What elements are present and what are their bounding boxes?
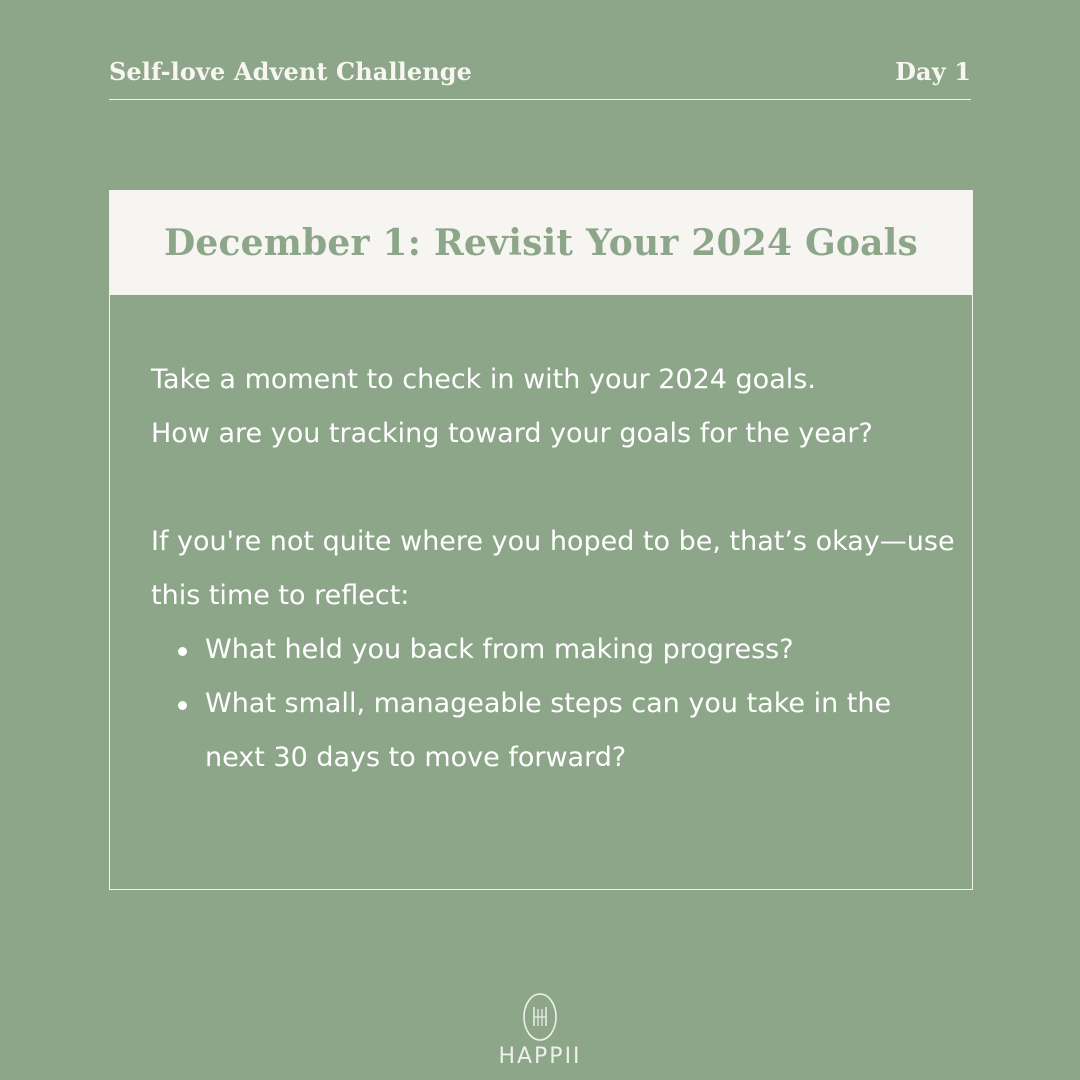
- challenge-card: [109, 190, 973, 890]
- happii-logo-icon: [522, 992, 558, 1042]
- card-title-bar: [110, 191, 972, 295]
- header: [109, 56, 971, 100]
- intro-line: How are you tracking toward your goals for the year?: [151, 418, 873, 449]
- card-body: [151, 353, 955, 785]
- reflect-list: [151, 623, 941, 785]
- reflect-line: If you're not quite where you hoped to be, that’s okay—use: [151, 526, 955, 557]
- list-item: What small, manageable steps can you take in the next 30 days to move forward?: [205, 677, 941, 785]
- brand-name: HAPPII: [498, 1044, 582, 1069]
- card-title: December 1: Revisit Your 2024 Goals: [163, 222, 919, 264]
- paragraph-spacer: [151, 461, 941, 515]
- brand-logo: [0, 992, 1080, 1070]
- intro-paragraph: [151, 353, 941, 461]
- reflect-line: this time to reflect:: [151, 580, 410, 611]
- day-label: Day 1: [895, 57, 971, 86]
- intro-line: Take a moment to check in with your 2024 goals.: [151, 364, 816, 395]
- reflect-paragraph: [151, 515, 955, 623]
- challenge-title: Self-love Advent Challenge: [109, 57, 473, 86]
- list-item: What held you back from making progress?: [205, 623, 941, 677]
